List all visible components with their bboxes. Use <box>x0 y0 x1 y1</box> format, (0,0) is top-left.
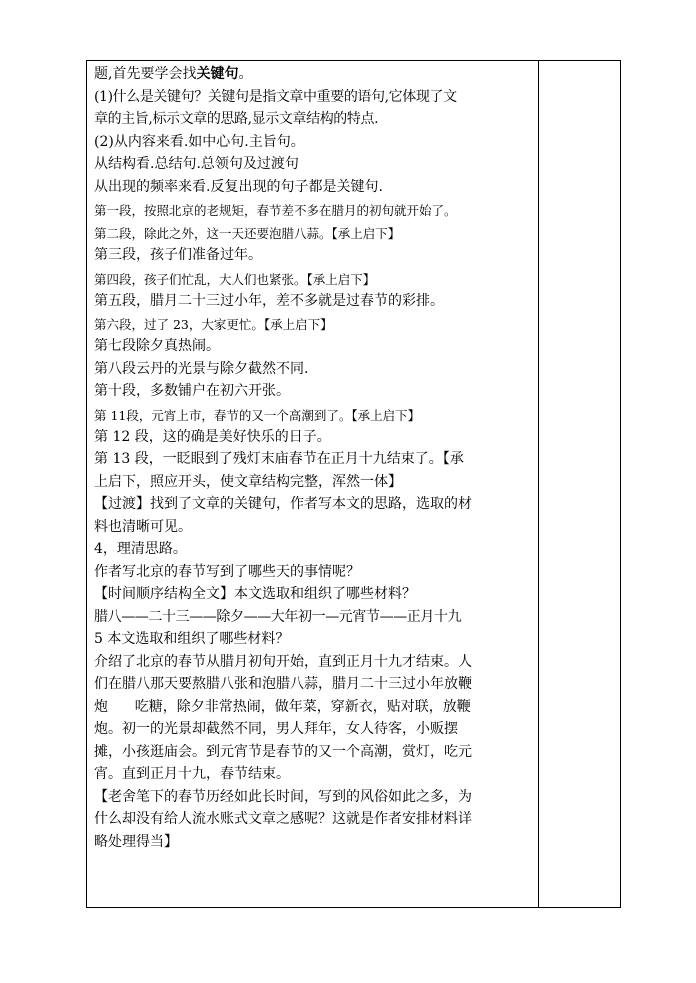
line: 腊八——二十三——除夕——大年初一—元宵节——正月十九 <box>94 608 462 625</box>
line: 第三段，孩子们准备过年。 <box>94 247 262 263</box>
lesson-table <box>86 60 621 908</box>
lesson-content <box>94 63 536 853</box>
line: 4，理清思路。 <box>94 541 187 557</box>
line: (1)什么是关键句？关键句是指文章中重要的语句,它体现了文 <box>94 88 457 105</box>
line: 什么却没有给人流水账式文章之感呢？这就是作者安排材料详 <box>94 811 472 827</box>
line: 第 11段，元宵上市，春节的又一个高潮到了。【承上启下】 <box>94 407 421 423</box>
line: 章的主旨,标示文章的思路,显示文章结构的特点. <box>94 111 379 127</box>
line: 从结构看.总结句.总领句及过渡句 <box>94 156 299 172</box>
line: 【过渡】找到了文章的关键句，作者写本文的思路，选取的材 <box>94 496 472 512</box>
line: (2)从内容来看.如中心句.主旨句。 <box>94 133 305 150</box>
notes-cell <box>539 61 620 907</box>
line: 第一段，按照北京的老规矩，春节差不多在腊月的初旬就开始了。 <box>94 203 457 218</box>
line: 第二段，除此之外，这一天还要泡腊八蒜。【承上启下】 <box>94 226 401 241</box>
line: 第七段除夕真热闹。 <box>94 338 220 354</box>
line: 题,首先要学会找关键句。 <box>94 66 253 82</box>
line: 略处理得当】 <box>94 833 178 850</box>
line: 第十段，多数铺户在初六开张。 <box>94 383 290 399</box>
line: 第四段，孩子们忙乱，大人们也紧张。【承上启下】 <box>94 271 376 287</box>
line: 料也清晰可见。 <box>94 518 192 535</box>
line: 作者写北京的春节写到了哪些天的事情呢？ <box>94 563 360 580</box>
line: 第 12 段，这的确是美好快乐的日子。 <box>94 428 331 445</box>
content-cell <box>87 61 539 907</box>
line: 第六段，过了 23，大家更忙。【承上启下】 <box>94 317 333 332</box>
line: 从出现的频率来看.反复出现的句子都是关键句. <box>94 178 383 195</box>
line: 们在腊八那天要熬腊八张和泡腊八蒜，腊月二十三过小年放鞭 <box>94 676 472 692</box>
line: 炮 吃糖，除夕非常热闹，做年菜，穿新衣，贴对联，放鞭 <box>94 698 471 715</box>
line: 第 13 段，一眨眼到了残灯末庙春节在正月十九结束了。【承 <box>94 451 464 467</box>
line: 第八段云丹的光景与除夕截然不同. <box>94 360 309 377</box>
line: 上启下，照应开头，使文章结构完整，浑然一体】 <box>94 473 402 490</box>
line: 5 本文选取和组织了哪些材料？ <box>94 631 290 647</box>
line: 摊，小孩逛庙会。到元宵节是春节的又一个高潮，赏灯，吃元 <box>94 743 472 760</box>
key-sentence-highlight: 关键句 <box>196 66 239 82</box>
line: 【时间顺序结构全文】本文选取和组织了哪些材料？ <box>94 586 416 602</box>
line: 炮。初一的光景却截然不同，男人拜年，女人待客，小贩摆 <box>94 721 458 737</box>
line: 宵。直到正月十九，春节结束。 <box>94 766 290 782</box>
line: 【老舍笔下的春节历经如此长时间，写到的风俗如此之多，为 <box>94 788 472 805</box>
line: 第五段，腊月二十三过小年，差不多就是过春节的彩排。 <box>94 292 444 309</box>
line: 介绍了北京的春节从腊月初旬开始，直到正月十九才结束。人 <box>94 653 472 670</box>
